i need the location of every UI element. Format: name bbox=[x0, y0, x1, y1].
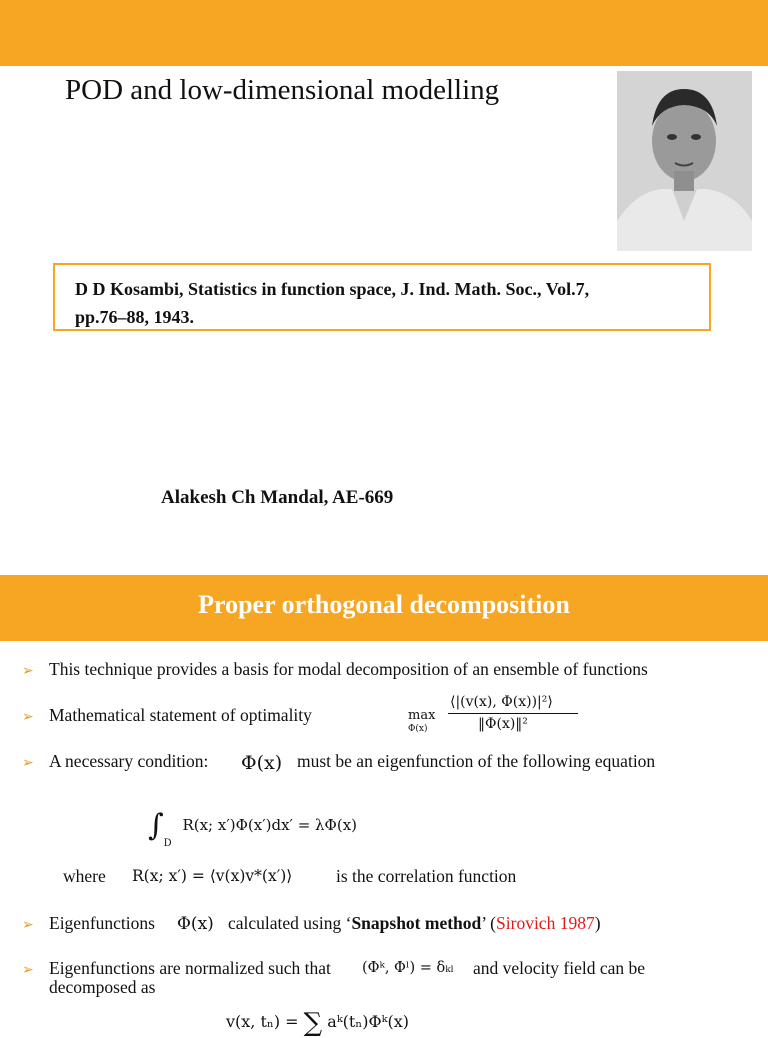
bullet-5-line-2: decomposed as bbox=[49, 977, 156, 997]
bullet-4-text: Eigenfunctions bbox=[49, 913, 155, 933]
bullet-3 bbox=[22, 751, 208, 772]
arrow-bullet-icon: ➢ bbox=[22, 710, 34, 725]
bullet-4-close: ) bbox=[594, 913, 601, 933]
arrow-bullet-icon: ➢ bbox=[22, 963, 34, 978]
author-label: Alakesh Ch Mandal, AE-669 bbox=[161, 487, 394, 508]
slide-title: POD and low-dimensional modelling bbox=[65, 74, 500, 106]
correlation-equation: R(x; x′) = ⟨v(x)v*(x′)⟩ bbox=[132, 867, 293, 885]
arrow-bullet-icon: ➢ bbox=[22, 664, 34, 679]
arrow-bullet-icon: ➢ bbox=[22, 918, 34, 933]
sirovich-reference: Sirovich 1987 bbox=[496, 913, 595, 933]
citation-line-2: pp.76–88, 1943. bbox=[75, 307, 195, 327]
bullet-4 bbox=[22, 913, 155, 934]
phi-symbol: Φ(x) bbox=[241, 752, 283, 774]
bullet-4-mid: calculated using ‘ bbox=[228, 913, 352, 933]
bullet-3-continuation: must be an eigenfunction of the following equation bbox=[297, 751, 656, 771]
bullet-1 bbox=[22, 659, 648, 680]
bullet-5-text: Eigenfunctions are normalized such that bbox=[49, 958, 331, 978]
optimality-equation: max Φ(x) ⟨|(v(x), Φ(x))|²⟩ ‖Φ(x)‖² bbox=[408, 694, 578, 738]
where-continuation: is the correlation function bbox=[336, 866, 517, 886]
snapshot-method: Snapshot method bbox=[351, 913, 482, 933]
arrow-bullet-icon: ➢ bbox=[22, 756, 34, 771]
decomposition-equation: v(x, tₙ) = ∑ aᵏ(tₙ)Φᵏ(x) bbox=[226, 1008, 409, 1038]
bullet-1-text: This technique provides a basis for modal decomposition of an ensemble of functions bbox=[49, 659, 648, 679]
eigen-equation: $\int_D$ R(x; x′)Φ(x′)dx′ = λΦ(x) bbox=[148, 808, 358, 849]
bullet-2 bbox=[22, 705, 312, 726]
citation-line-1: D D Kosambi, Statistics in function space, J. Ind. Math. Soc., Vol.7, bbox=[75, 279, 590, 299]
bullet-4-continuation bbox=[228, 913, 601, 934]
bullet-3-text: A necessary condition: bbox=[49, 751, 209, 771]
bullet-5-continuation: and velocity field can be bbox=[473, 958, 646, 978]
citation-box bbox=[53, 263, 711, 331]
author-portrait bbox=[617, 71, 752, 251]
bullet-2-text: Mathematical statement of optimality bbox=[49, 705, 312, 725]
bullet-4-post: ’ ( bbox=[481, 913, 497, 933]
bullet-5 bbox=[22, 958, 331, 979]
orthonormality-equation: (Φᵏ, Φˡ) = δₖₗ bbox=[362, 960, 455, 976]
section-title: Proper orthogonal decomposition bbox=[198, 590, 570, 619]
header-bar bbox=[0, 0, 768, 66]
phi-symbol: Φ(x) bbox=[177, 914, 214, 934]
where-label: where bbox=[63, 866, 106, 886]
